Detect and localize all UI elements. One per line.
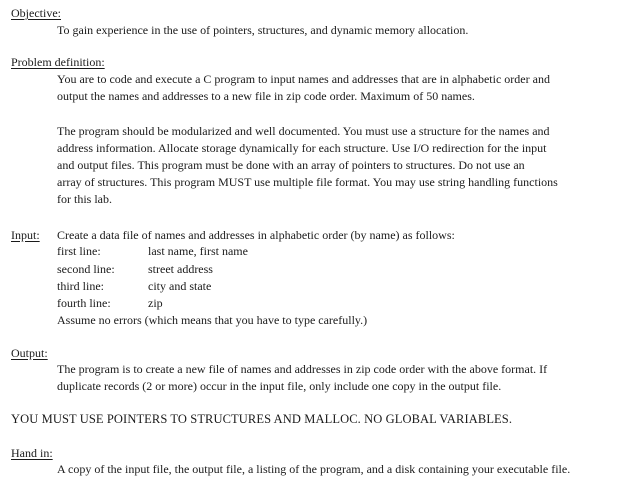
input-intro: Create a data file of names and addresses in alphabetic order (by name) as follows:	[57, 228, 455, 242]
input-field-label: second line:	[57, 262, 115, 276]
input-field-label: fourth line:	[57, 296, 111, 310]
input-field-value: zip	[148, 296, 163, 310]
input-heading: Input:	[11, 228, 40, 242]
output-heading: Output:	[11, 346, 48, 360]
problem-para2-line: The program should be modularized and well documented. You must use a structure for the names and	[57, 124, 550, 138]
output-line: duplicate records (2 or more) occur in the input file, only include one copy in the output file.	[57, 379, 502, 393]
handin-heading: Hand in:	[11, 446, 53, 460]
objective-text: To gain experience in the use of pointers, structures, and dynamic memory allocation.	[57, 23, 469, 37]
handin-text: A copy of the input file, the output file, a listing of the program, and a disk containing your executable file.	[57, 462, 571, 476]
problem-para2-line: and output files. This program must be done with an array of pointers to structures. Do not use an	[57, 158, 525, 172]
problem-para1-line: You are to code and execute a C program to input names and addresses that are in alphabetic order and	[57, 72, 550, 86]
input-field-value: city and state	[148, 279, 212, 293]
input-field-value: street address	[148, 262, 213, 276]
problem-heading: Problem definition:	[11, 55, 105, 69]
requirement-notice: YOU MUST USE POINTERS TO STRUCTURES AND MALLOC. NO GLOBAL VARIABLES.	[11, 412, 513, 426]
problem-para2-line: address information. Allocate storage dynamically for each structure. Use I/O redirection for the input	[57, 141, 547, 155]
objective-heading: Objective:	[11, 6, 61, 20]
problem-para2-line: for this lab.	[57, 192, 112, 206]
input-note: Assume no errors (which means that you have to type carefully.)	[57, 313, 368, 327]
input-field-label: third line:	[57, 279, 104, 293]
problem-para1-line: output the names and addresses to a new file in zip code order. Maximum of 50 names.	[57, 89, 475, 103]
problem-para2-line: array of structures. This program MUST use multiple file format. You may use string handling functions	[57, 175, 558, 189]
output-line: The program is to create a new file of names and addresses in zip code order with the above format. If	[57, 362, 548, 376]
input-field-label: first line:	[57, 244, 101, 258]
input-field-value: last name, first name	[148, 244, 248, 258]
